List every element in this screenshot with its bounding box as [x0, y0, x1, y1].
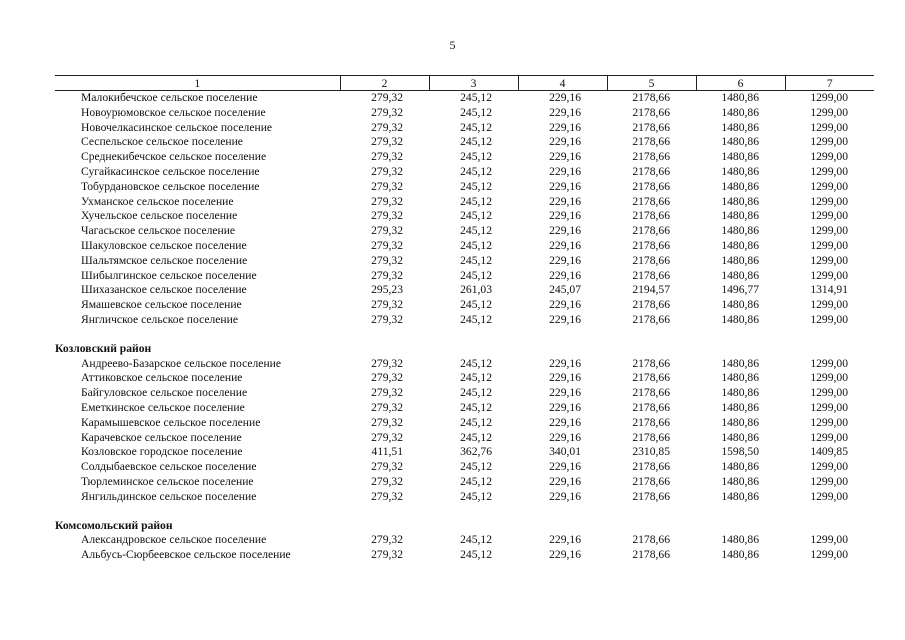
value-col-2: 279,32	[371, 224, 403, 238]
settlement-name: Андреево-Базарское сельское поселение	[81, 356, 282, 370]
table-row	[55, 91, 874, 106]
table-row	[55, 180, 874, 195]
value-col-2: 279,32	[371, 120, 403, 134]
value-col-4: 229,16	[549, 91, 581, 104]
value-col-2: 279,32	[371, 194, 403, 208]
header-row	[55, 76, 874, 91]
settlement-name: Шихазанское сельское поселение	[81, 283, 247, 297]
value-col-6: 1480,86	[721, 150, 759, 164]
table-row	[55, 357, 874, 372]
value-col-5: 2178,66	[632, 91, 670, 104]
table-row	[55, 490, 874, 505]
value-col-3: 245,12	[460, 415, 492, 429]
section-spacer	[55, 505, 874, 519]
section-spacer	[55, 328, 874, 342]
settlement-name: Шальтямское сельское поселение	[81, 253, 248, 267]
value-col-2: 279,32	[371, 371, 403, 385]
table-row	[55, 283, 874, 298]
value-col-7: 1299,00	[810, 194, 848, 208]
settlement-name: Тобурдановское сельское поселение	[81, 179, 260, 193]
value-col-6: 1480,86	[721, 415, 759, 429]
value-col-2: 279,32	[371, 150, 403, 164]
value-col-3: 245,12	[460, 164, 492, 178]
value-col-6: 1480,86	[721, 120, 759, 134]
value-col-4: 229,16	[549, 474, 581, 488]
value-col-6: 1480,86	[721, 105, 759, 119]
value-col-5: 2178,66	[632, 164, 670, 178]
value-col-4: 229,16	[549, 179, 581, 193]
value-col-5: 2178,66	[632, 386, 670, 400]
table-row	[55, 298, 874, 313]
value-col-5: 2178,66	[632, 224, 670, 238]
value-col-7: 1299,00	[810, 105, 848, 119]
value-col-3: 245,12	[460, 356, 492, 370]
value-col-4: 229,16	[549, 460, 581, 474]
table-row	[55, 239, 874, 254]
value-col-5: 2178,66	[632, 489, 670, 503]
settlement-name: Шибылгинское сельское поселение	[81, 268, 257, 282]
table-row	[55, 165, 874, 180]
spacer-cell	[55, 505, 874, 519]
value-col-4: 229,16	[549, 386, 581, 400]
value-col-5: 2178,66	[632, 312, 670, 326]
value-col-7: 1299,00	[810, 415, 848, 429]
value-col-2: 279,32	[371, 548, 403, 562]
table-row	[55, 401, 874, 416]
value-col-6: 1480,86	[721, 224, 759, 238]
table-row	[55, 533, 874, 548]
value-col-3: 245,12	[460, 268, 492, 282]
value-col-5: 2194,57	[632, 283, 670, 297]
value-col-4: 229,16	[549, 120, 581, 134]
value-col-4: 229,16	[549, 371, 581, 385]
value-col-4: 340,01	[549, 445, 581, 459]
value-col-7: 1299,00	[810, 253, 848, 267]
value-col-5: 2178,66	[632, 253, 670, 267]
value-col-3: 245,12	[460, 91, 492, 104]
settlement-name: Малокибечское сельское поселение	[81, 91, 258, 104]
spacer-cell	[55, 328, 874, 342]
value-col-2: 279,32	[371, 105, 403, 119]
value-col-6: 1480,86	[721, 194, 759, 208]
header-col-3: 3	[429, 76, 518, 91]
value-col-5: 2178,66	[632, 105, 670, 119]
value-col-7: 1299,00	[810, 209, 848, 223]
value-col-2: 279,32	[371, 474, 403, 488]
table-row	[55, 269, 874, 284]
header-col-2: 2	[340, 76, 429, 91]
value-col-6: 1496,77	[721, 283, 759, 297]
value-col-5: 2178,66	[632, 120, 670, 134]
settlement-name: Хучельское сельское поселение	[81, 209, 238, 223]
header-col-6: 6	[696, 76, 785, 91]
value-col-5: 2310,85	[632, 445, 670, 459]
table-row	[55, 254, 874, 269]
table-row	[55, 416, 874, 431]
value-col-6: 1480,86	[721, 460, 759, 474]
value-col-3: 245,12	[460, 548, 492, 562]
value-col-6: 1480,86	[721, 371, 759, 385]
settlement-name: Аттиковское сельское поселение	[81, 371, 243, 385]
value-col-4: 229,16	[549, 105, 581, 119]
value-col-2: 411,51	[371, 445, 403, 459]
table-row	[55, 135, 874, 150]
value-col-7: 1299,00	[810, 548, 848, 562]
settlement-name: Новочелкасинское сельское поселение	[81, 120, 273, 134]
value-col-4: 229,16	[549, 164, 581, 178]
value-col-3: 245,12	[460, 238, 492, 252]
header-col-1: 1	[55, 76, 340, 91]
settlement-name: Еметкинское сельское поселение	[81, 400, 245, 414]
value-col-7: 1299,00	[810, 474, 848, 488]
value-col-5: 2178,66	[632, 194, 670, 208]
value-col-4: 229,16	[549, 268, 581, 282]
value-col-2: 279,32	[371, 415, 403, 429]
value-col-4: 229,16	[549, 489, 581, 503]
value-col-7: 1299,00	[810, 400, 848, 414]
value-col-4: 229,16	[549, 298, 581, 312]
value-col-5: 2178,66	[632, 238, 670, 252]
value-col-7: 1299,00	[810, 298, 848, 312]
table-row	[55, 460, 874, 475]
value-col-5: 2178,66	[632, 268, 670, 282]
settlement-name: Чагасьское сельское поселение	[81, 224, 236, 238]
district-heading-row	[55, 342, 874, 357]
page-number: 5	[449, 38, 456, 52]
value-col-4: 229,16	[549, 150, 581, 164]
value-col-6: 1480,86	[721, 91, 759, 104]
header-col-5: 5	[607, 76, 696, 91]
value-col-3: 245,12	[460, 371, 492, 385]
table-row	[55, 224, 874, 239]
table-header	[55, 76, 874, 91]
settlement-name: Александровское сельское поселение	[81, 533, 267, 547]
value-col-5: 2178,66	[632, 298, 670, 312]
value-col-2: 295,23	[371, 283, 403, 297]
value-col-3: 362,76	[460, 445, 492, 459]
settlement-name: Карачевское сельское поселение	[81, 430, 242, 444]
value-col-6: 1480,86	[721, 238, 759, 252]
value-col-4: 229,16	[549, 224, 581, 238]
settlement-name: Солдыбаевское сельское поселение	[81, 460, 257, 474]
value-col-3: 245,12	[460, 460, 492, 474]
value-col-7: 1299,00	[810, 91, 848, 104]
value-col-7: 1299,00	[810, 312, 848, 326]
value-col-7: 1299,00	[810, 224, 848, 238]
value-col-5: 2178,66	[632, 474, 670, 488]
value-col-5: 2178,66	[632, 150, 670, 164]
district-heading-row	[55, 519, 874, 534]
settlement-name: Карамышевское сельское поселение	[81, 415, 261, 429]
value-col-5: 2178,66	[632, 179, 670, 193]
value-col-7: 1299,00	[810, 120, 848, 134]
settlement-name: Сеспельское сельское поселение	[81, 135, 243, 149]
value-col-7: 1299,00	[810, 460, 848, 474]
value-col-3: 245,12	[460, 179, 492, 193]
table-row	[55, 121, 874, 136]
value-col-3: 245,12	[460, 400, 492, 414]
value-col-3: 245,12	[460, 430, 492, 444]
value-col-7: 1299,00	[810, 356, 848, 370]
value-col-6: 1480,86	[721, 298, 759, 312]
value-col-3: 245,12	[460, 105, 492, 119]
settlement-name: Тюрлеминское сельское поселение	[81, 474, 254, 488]
value-col-5: 2178,66	[632, 135, 670, 149]
value-col-3: 245,12	[460, 150, 492, 164]
header-col-7: 7	[785, 76, 874, 91]
table-row	[55, 371, 874, 386]
settlement-name: Ухманское сельское поселение	[81, 194, 234, 208]
value-col-7: 1299,00	[810, 135, 848, 149]
value-col-7: 1409,85	[810, 445, 848, 459]
value-col-2: 279,32	[371, 253, 403, 267]
value-col-3: 245,12	[460, 120, 492, 134]
value-col-7: 1299,00	[810, 371, 848, 385]
settlement-name: Янгличское сельское поселение	[81, 312, 238, 326]
district-heading: Козловский район	[55, 341, 152, 355]
settlement-name: Ямашевское сельское поселение	[81, 298, 242, 312]
value-col-3: 245,12	[460, 135, 492, 149]
table-row	[55, 106, 874, 121]
value-col-3: 245,12	[460, 474, 492, 488]
value-col-5: 2178,66	[632, 430, 670, 444]
value-col-4: 229,16	[549, 209, 581, 223]
tariff-table	[55, 75, 874, 563]
value-col-5: 2178,66	[632, 356, 670, 370]
value-col-4: 229,16	[549, 312, 581, 326]
value-col-7: 1299,00	[810, 150, 848, 164]
district-heading: Комсомольский район	[55, 518, 173, 532]
value-col-4: 229,16	[549, 135, 581, 149]
settlement-name: Новоурюмовское сельское поселение	[81, 105, 266, 119]
value-col-5: 2178,66	[632, 460, 670, 474]
value-col-6: 1480,86	[721, 533, 759, 547]
value-col-5: 2178,66	[632, 209, 670, 223]
value-col-4: 245,07	[549, 283, 581, 297]
value-col-4: 229,16	[549, 400, 581, 414]
value-col-7: 1299,00	[810, 533, 848, 547]
value-col-6: 1480,86	[721, 548, 759, 562]
value-col-3: 245,12	[460, 209, 492, 223]
value-col-3: 245,12	[460, 194, 492, 208]
settlement-name: Янгильдинское сельское поселение	[81, 489, 257, 503]
value-col-5: 2178,66	[632, 548, 670, 562]
table-row	[55, 475, 874, 490]
value-col-7: 1299,00	[810, 164, 848, 178]
settlement-name: Шакуловское сельское поселение	[81, 238, 247, 252]
value-col-6: 1480,86	[721, 400, 759, 414]
value-col-4: 229,16	[549, 415, 581, 429]
value-col-2: 279,32	[371, 135, 403, 149]
header-col-4: 4	[518, 76, 607, 91]
value-col-2: 279,32	[371, 356, 403, 370]
settlement-name: Байгуловское сельское поселение	[81, 386, 248, 400]
value-col-3: 245,12	[460, 386, 492, 400]
value-col-7: 1299,00	[810, 238, 848, 252]
value-col-5: 2178,66	[632, 415, 670, 429]
settlement-name: Козловское городское поселение	[81, 445, 243, 459]
value-col-5: 2178,66	[632, 371, 670, 385]
table-row	[55, 209, 874, 224]
table-row	[55, 431, 874, 446]
value-col-3: 261,03	[460, 283, 492, 297]
value-col-5: 2178,66	[632, 533, 670, 547]
value-col-6: 1598,50	[721, 445, 759, 459]
value-col-7: 1314,91	[810, 283, 848, 297]
value-col-7: 1299,00	[810, 386, 848, 400]
table-row	[55, 195, 874, 210]
value-col-6: 1480,86	[721, 312, 759, 326]
value-col-3: 245,12	[460, 298, 492, 312]
value-col-7: 1299,00	[810, 489, 848, 503]
value-col-6: 1480,86	[721, 268, 759, 282]
value-col-6: 1480,86	[721, 386, 759, 400]
value-col-7: 1299,00	[810, 430, 848, 444]
value-col-3: 245,12	[460, 533, 492, 547]
value-col-4: 229,16	[549, 253, 581, 267]
value-col-2: 279,32	[371, 400, 403, 414]
value-col-6: 1480,86	[721, 356, 759, 370]
value-col-2: 279,32	[371, 533, 403, 547]
value-col-3: 245,12	[460, 253, 492, 267]
value-col-2: 279,32	[371, 209, 403, 223]
value-col-6: 1480,86	[721, 135, 759, 149]
value-col-3: 245,12	[460, 312, 492, 326]
value-col-5: 2178,66	[632, 400, 670, 414]
value-col-6: 1480,86	[721, 253, 759, 267]
value-col-4: 229,16	[549, 548, 581, 562]
value-col-4: 229,16	[549, 430, 581, 444]
value-col-2: 279,32	[371, 268, 403, 282]
value-col-4: 229,16	[549, 238, 581, 252]
value-col-4: 229,16	[549, 356, 581, 370]
value-col-2: 279,32	[371, 179, 403, 193]
value-col-2: 279,32	[371, 386, 403, 400]
value-col-6: 1480,86	[721, 164, 759, 178]
settlement-name: Альбусь-Сюрбеевское сельское поселение	[81, 548, 291, 562]
value-col-6: 1480,86	[721, 489, 759, 503]
value-col-7: 1299,00	[810, 268, 848, 282]
value-col-2: 279,32	[371, 489, 403, 503]
value-col-4: 229,16	[549, 533, 581, 547]
value-col-2: 279,32	[371, 312, 403, 326]
value-col-2: 279,32	[371, 430, 403, 444]
table-row	[55, 150, 874, 165]
value-col-6: 1480,86	[721, 179, 759, 193]
value-col-2: 279,32	[371, 91, 403, 104]
table-row	[55, 313, 874, 328]
value-col-6: 1480,86	[721, 209, 759, 223]
value-col-2: 279,32	[371, 460, 403, 474]
settlement-name: Сугайкасинское сельское поселение	[81, 164, 260, 178]
table-row	[55, 386, 874, 401]
settlement-name: Среднекибечское сельское поселение	[81, 150, 267, 164]
value-col-6: 1480,86	[721, 474, 759, 488]
value-col-2: 279,32	[371, 298, 403, 312]
value-col-4: 229,16	[549, 194, 581, 208]
value-col-3: 245,12	[460, 489, 492, 503]
value-col-6: 1480,86	[721, 430, 759, 444]
table-row	[55, 445, 874, 460]
value-col-7: 1299,00	[810, 179, 848, 193]
value-col-2: 279,32	[371, 164, 403, 178]
table-body	[55, 91, 874, 563]
value-col-2: 279,32	[371, 238, 403, 252]
table-row	[55, 548, 874, 563]
value-col-3: 245,12	[460, 224, 492, 238]
